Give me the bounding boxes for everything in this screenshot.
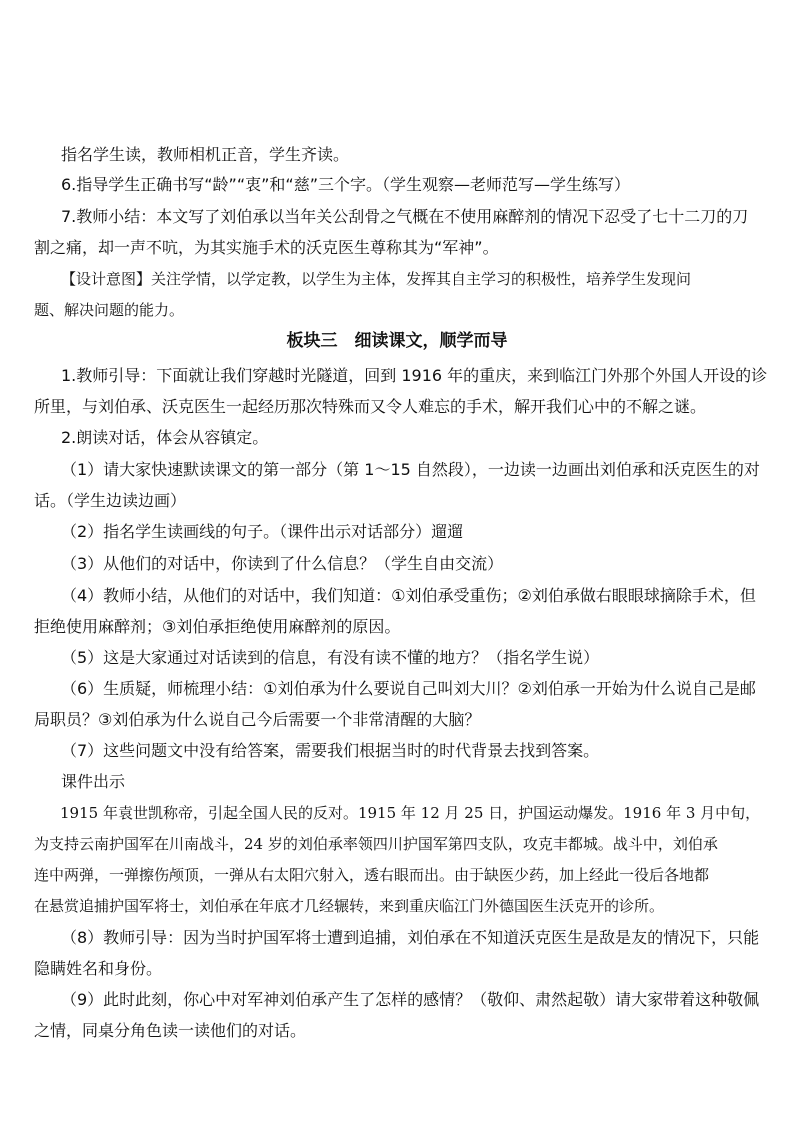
paragraph-line: （1）请大家快速默读课文的第一部分（第 1～15 自然段），一边读一边画出刘伯承和沃克医生的对 <box>61 460 760 479</box>
paragraph-line: （7）这些问题文中没有给答案，需要我们根据当时的时代背景去找到答案。 <box>61 741 600 760</box>
courseware-text-line: 在悬赏追捕护国军将士，刘伯承在年底才几经辗转，来到重庆临江门外德国医生沃克开的诊所。 <box>34 897 665 915</box>
paragraph-line: 7.教师小结：本文写了刘伯承以当年关公刮骨之气概在不使用麻醉剂的情况下忍受了七十二刀的刀 <box>61 207 749 226</box>
paragraph-line: （3）从他们的对话中，你读到了什么信息？（学生自由交流） <box>61 554 504 573</box>
courseware-text-line: 为支持云南护国军在川南战斗，24 岁的刘伯承率领四川护国军第四支队，攻克丰都城。战斗中，刘伯承 <box>34 835 718 853</box>
paragraph-line: 割之痛，却一声不吭，为其实施手术的沃克医生尊称其为“军神”。 <box>34 238 499 257</box>
paragraph-line: （8）教师引导：因为当时护国军将士遭到追捕，刘伯承在不知道沃克医生是敌是友的情况下，只能 <box>61 928 760 947</box>
courseware-label: 课件出示 <box>61 772 126 791</box>
paragraph-line: 指名学生读，教师相机正音，学生齐读。 <box>61 145 350 164</box>
paragraph-line: 6.指导学生正确书写“龄”“衷”和“慈”三个字。（学生观察—老师范写—学生练写） <box>61 175 631 194</box>
paragraph-line: 所里，与刘伯承、沃克医生一起经历那次特殊而又令人难忘的手术，解开我们心中的不解之谜。 <box>34 397 707 416</box>
design-intent-line: 题、解决问题的能力。 <box>34 301 185 319</box>
paragraph-line: 1.教师引导：下面就让我们穿越时光隧道，回到 1916 年的重庆，来到临江门外那个外国人开设的诊 <box>61 366 768 385</box>
paragraph-line: 2.朗读对话，体会从容镇定。 <box>61 428 269 447</box>
paragraph-line: （6）生质疑，师梳理小结：①刘伯承为什么要说自己叫刘大川？②刘伯承一开始为什么说自己是邮 <box>61 679 756 698</box>
paragraph-line: 局职员？③刘伯承为什么说自己今后需要一个非常清醒的大脑？ <box>34 710 481 729</box>
paragraph-line: 隐瞒姓名和身份。 <box>34 959 163 978</box>
section-heading: 板块三 细读课文，顺学而导 <box>286 331 508 351</box>
paragraph-line: 之情，同桌分角色读一读他们的对话。 <box>34 1021 307 1040</box>
courseware-text-line: 连中两弹，一弹擦伤颅顶，一弹从右太阳穴射入，透右眼而出。由于缺医少药，加上经此一役后各地都 <box>34 866 710 884</box>
design-intent-line: 【设计意图】关注学情，以学定教，以学生为主体，发挥其自主学习的积极性，培养学生发现问 <box>61 270 692 288</box>
paragraph-line: （2）指名学生读画线的句子。（课件出示对话部分）遛遛 <box>61 522 464 541</box>
paragraph-line: （4）教师小结，从他们的对话中，我们知道：①刘伯承受重伤；②刘伯承做右眼眼球摘除手术，但 <box>61 586 756 605</box>
paragraph-line: 拒绝使用麻醉剂；③刘伯承拒绝使用麻醉剂的原因。 <box>34 617 401 636</box>
paragraph-line: 话。（学生边读边画） <box>34 491 187 510</box>
paragraph-line: （5）这是大家通过对话读到的信息，有没有读不懂的地方？（指名学生说） <box>61 648 600 667</box>
courseware-text-line: 1915 年袁世凯称帝，引起全国人民的反对。1915 年 12 月 25 日，护国运动爆发。1916 年 3 月中旬， <box>60 804 761 822</box>
paragraph-line: （9）此时此刻，你心中对军神刘伯承产生了怎样的感情？（敬仰、肃然起敬）请大家带着这种敬佩 <box>61 990 760 1009</box>
